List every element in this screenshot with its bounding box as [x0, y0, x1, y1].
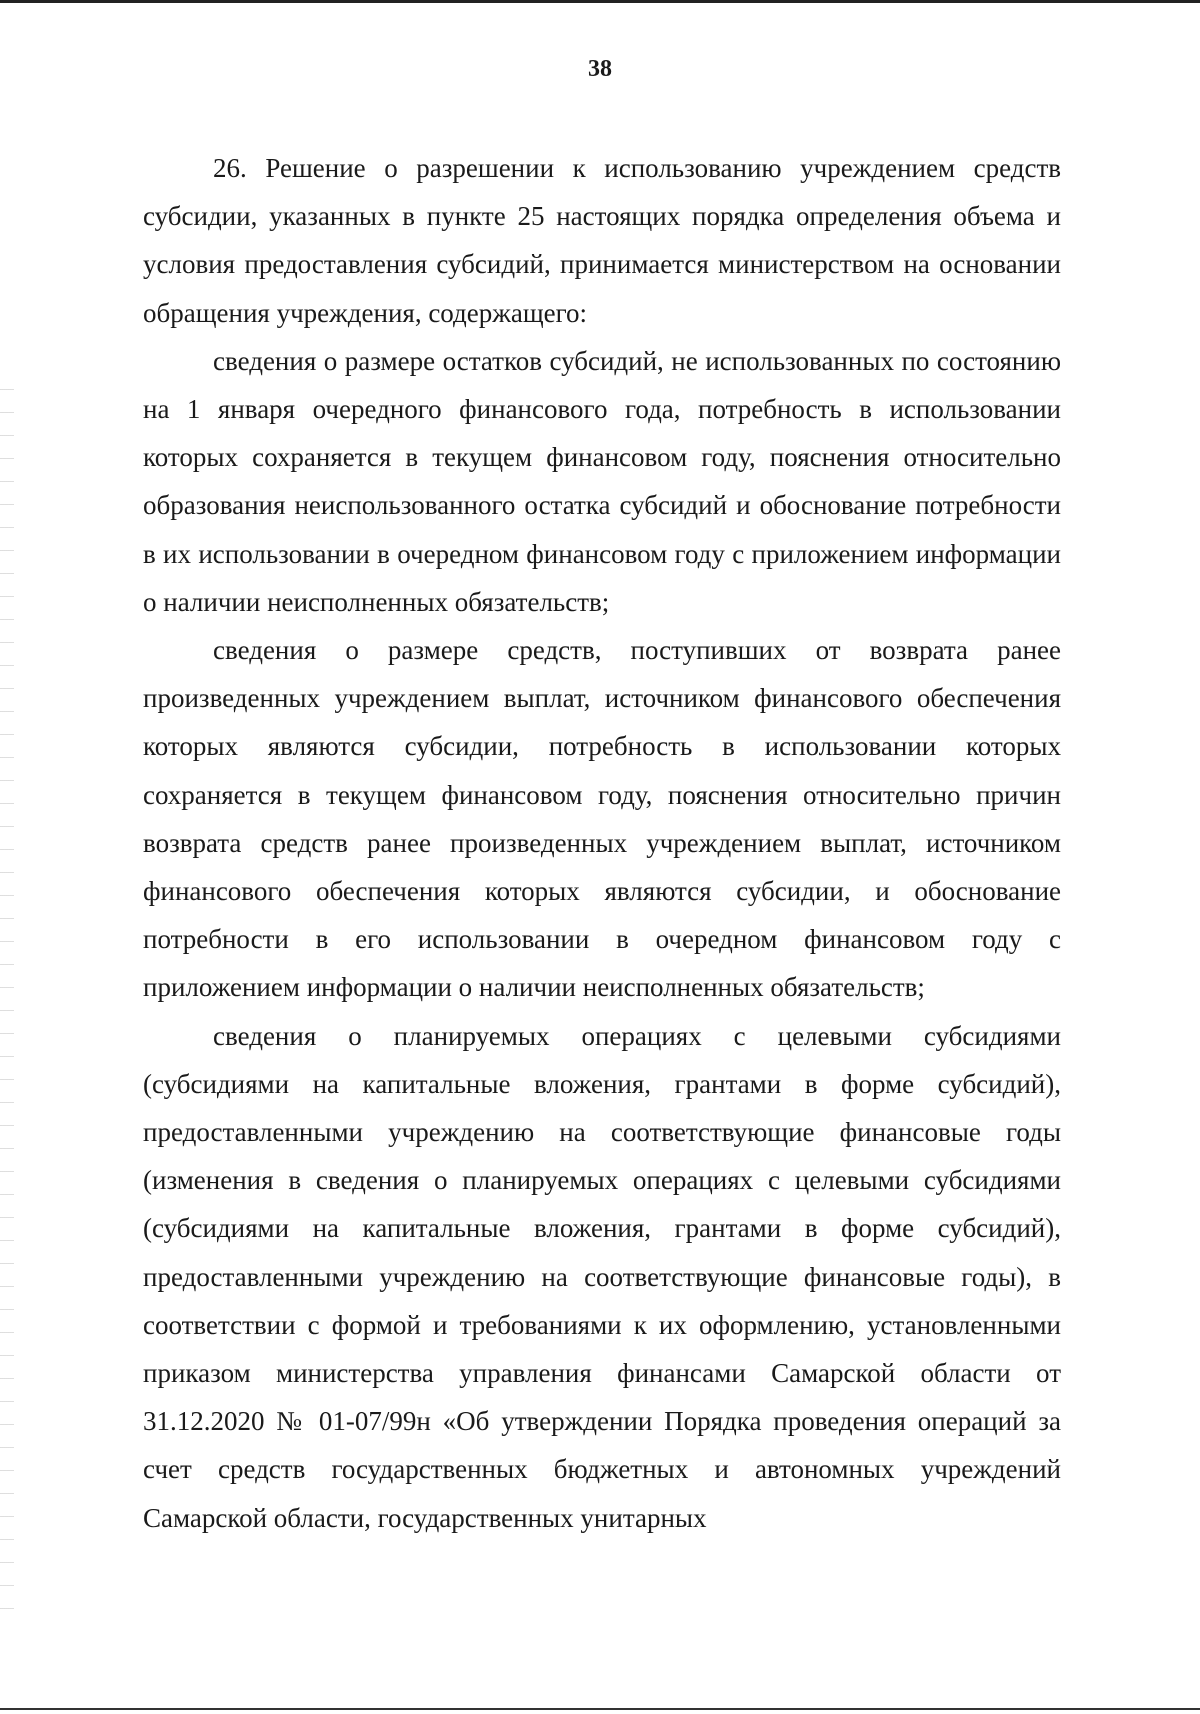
paragraph-returned-funds: сведения о размере средств, поступивших от возврата ранее произведенных учреждением выплат, источником финансового обеспечения которых являются субсидии, потребность в использовании которых сохраняется в текущем финансовом году, пояснения относительно причин возврата средств ранее произведенных учреждением выплат, источником финансового обеспечения которых являются субсидии, и обоснование потребности в его использовании в очередном финансовом году с приложением информации о наличии неисполненных обязательств; [143, 635, 1061, 1003]
paragraph-26-intro: 26. Решение о разрешении к использованию учреждением средств субсидии, указанных в пункте 25 настоящих порядка определения объема и условия предоставления субсидий, принимается министерством на основании обращения учреждения, содержащего: [143, 153, 1061, 328]
scan-margin-noise [0, 380, 14, 1630]
top-border-line [0, 0, 1200, 3]
paragraph-planned-operations: сведения о планируемых операциях с целевыми субсидиями (субсидиями на капитальные вложения, грантами в форме субсидий), предоставленными учреждению на соответствующие финансовые годы (изменения в сведения о планируемых операциях с целевыми субсидиями (субсидиями на капитальные вложения, грантами в форме субсидий), предоставленными учреждению на соответствующие финансовые годы), в соответствии с формой и требованиями к их оформлению, установленными приказом министерства управления финансами Самарской области от 31.12.2020 № 01-07/99н «Об утверждении Порядка проведения операций за счет средств государственных бюджетных и автономных учреждений Самарской области, государственных унитарных [143, 1020, 1061, 1533]
bottom-border-line [0, 1708, 1200, 1710]
paragraph-subsidy-balances: сведения о размере остатков субсидий, не использованных по состоянию на 1 января очередного финансового года, потребность в использовании которых сохраняется в текущем финансовом году, пояснения относительно образования неиспользованного остатка субсидий и обоснование потребности в их использовании в очередном финансовом году с приложением информации о наличии неисполненных обязательств; [143, 345, 1061, 617]
page-number: 38 [588, 56, 612, 82]
document-body [143, 144, 1061, 1542]
